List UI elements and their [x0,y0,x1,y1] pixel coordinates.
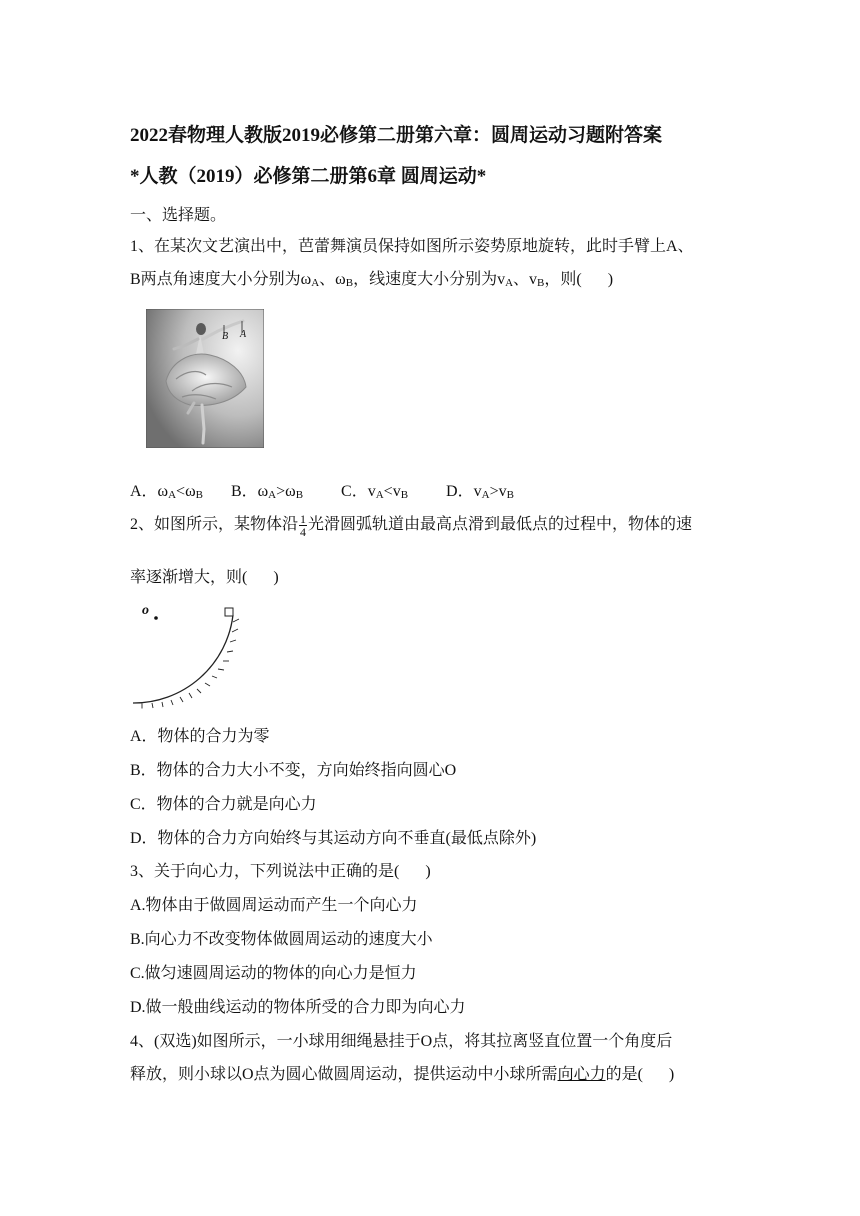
q2-option-d: D．物体的合力方向始终与其运动方向不垂直(最低点除外) [130,830,537,847]
q2-stem-line1: 2、如图所示，某物体沿 $\frac{1}{4}$ 光滑圆弧轨道由最高点滑到最低点的过程中，物体的速 [130,511,693,539]
q1-options [130,478,514,501]
q1-stem-line1: 1、在某次文艺演出中，芭蕾舞演员保持如图所示姿势原地旋转，此时手臂上A、 [130,238,694,255]
q3-option-b: B.向心力不改变物体做圆周运动的速度大小 [130,931,433,948]
centripetal-force-link[interactable]: 向心力 [557,1066,606,1083]
ballerina-figure [146,309,264,448]
document-title: 2022春物理人教版2019必修第二册第六章：圆周运动习题附答案 [130,125,663,146]
fig-label-a: A [240,329,247,340]
q1-option-c: C．$v_A<v_B$ [341,483,409,501]
q1-stem-line2: B两点角速度大小分别为$\omega_A$、$\omega_B$，线速度大小分别为$v_A$、$v_B$，则( ) [130,271,614,289]
document-subtitle: *人教（2019）必修第二册第6章 圆周运动* [130,166,487,187]
q2-option-b: B．物体的合力大小不变，方向始终指向圆心O [130,762,457,779]
fig-label-b: B [222,331,229,342]
q4-stem-line2: 释放，则小球以O点为圆心做圆周运动，提供运动中小球所需向心力的是( ) [130,1066,675,1083]
quarter-arc-track-figure [128,600,248,712]
q4-stem-line1: 4、(双选)如图所示，一小球用细绳悬挂于O点，将其拉离竖直位置一个角度后 [130,1033,673,1050]
fraction-quarter: $\frac{1}{4}$ [300,511,307,539]
q3-stem: 3、关于向心力，下列说法中正确的是( ) [130,863,431,880]
q3-option-a: A.物体由于做圆周运动而产生一个向心力 [130,897,418,914]
q1-option-d: D．$v_A>v_B$ [446,483,514,501]
q2-option-c: C．物体的合力就是向心力 [130,796,317,813]
q1-option-b: B．$\omega_A>\omega_B$ [230,483,304,501]
q3-option-d: D.做一般曲线运动的物体所受的合力即为向心力 [130,999,466,1016]
q1-option-a: A．$\omega_A<\omega_B$ [130,483,203,501]
q2-option-a: A．物体的合力为零 [130,728,270,745]
q3-option-c: C.做匀速圆周运动的物体的向心力是恒力 [130,965,417,982]
fig-label-o: o [142,603,149,618]
section-heading: 一、选择题。 [130,207,227,224]
q2-stem-line2: 率逐渐增大，则( ) [130,569,279,586]
